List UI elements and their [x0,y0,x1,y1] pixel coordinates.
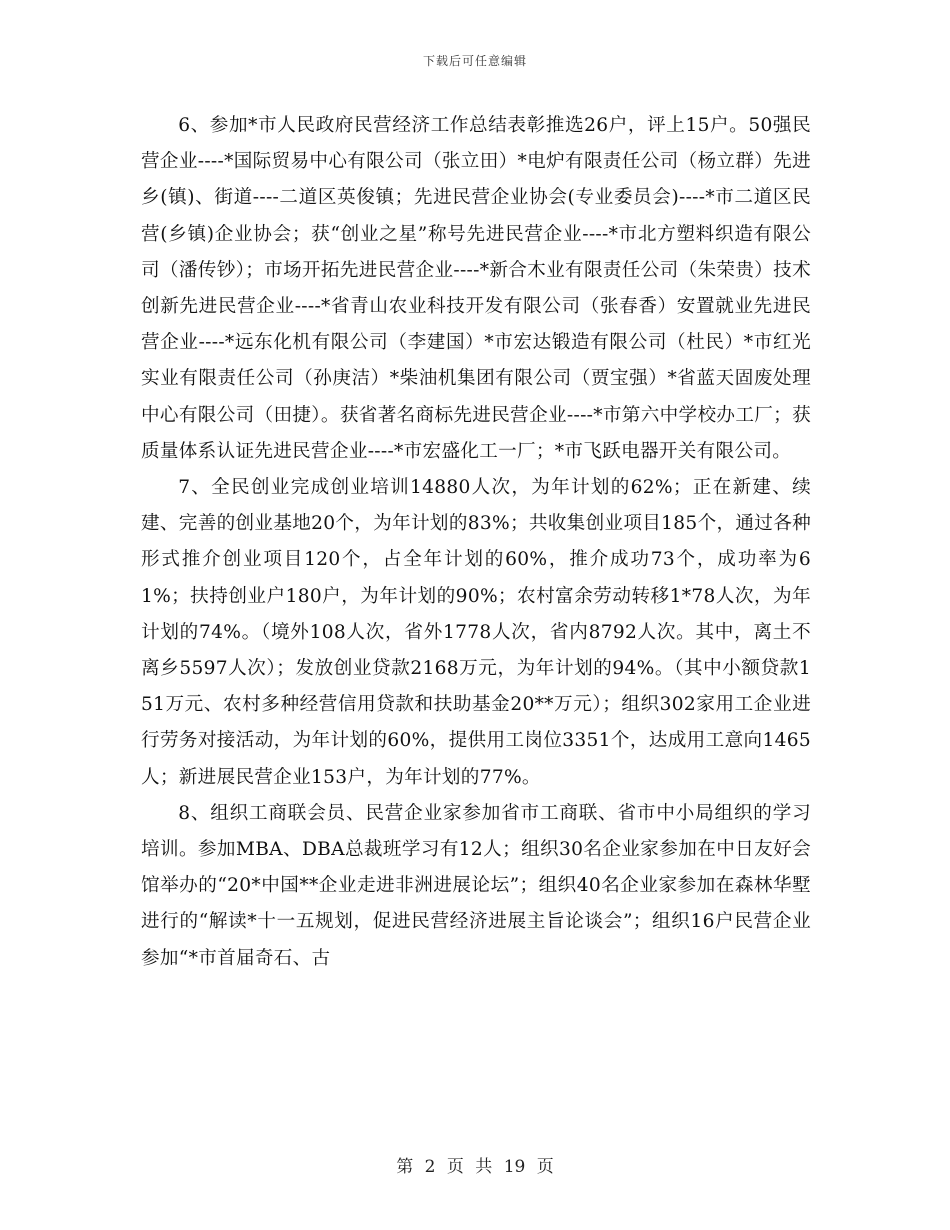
document-body [141,108,811,977]
paragraph-item-6: 6、参加*市人民政府民营经济工作总结表彰推选26户，评上15户。50强民营企业----*国际贸易中心有限公司（张立田）*电炉有限责任公司（杨立群）先进乡(镇)、街道----二道区英俊镇；先进民营企业协会(专业委员会)----*市二道区民营(乡镇)企业协会；获“创业之星”称号先进民营企业----*市北方塑料织造有限公司（潘传钞）；市场开拓先进民营企业----*新合木业有限责任公司（朱荣贵）技术创新先进民营企业----*省青山农业科技开发有限公司（张春香）安置就业先进民营企业----*远东化机有限公司（李建国）*市宏达锻造有限公司（杜民）*市红光实业有限责任公司（孙庚洁）*柴油机集团有限公司（贾宝强）*省蓝天固废处理中心有限公司（田捷）。获省著名商标先进民营企业----*市第六中学校办工厂；获质量体系认证先进民营企业----*市宏盛化工一厂；*市飞跃电器开关有限公司。 [141,115,811,462]
paragraph-item-8: 8、组织工商联会员、民营企业家参加省市工商联、省市中小局组织的学习培训。参加MBA、DBA总裁班学习有12人；组织30名企业家参加在中日友好会馆举办的“20*中国**企业走进非洲进展论坛”；组织40名企业家参加在森林华墅进行的“解读*十一五规划，促进民营经济进展主旨论谈会”；组织16户民营企业参加“*市首届奇石、古 [141,802,811,969]
paragraph-item-7: 7、全民创业完成创业培训14880人次，为年计划的62%；正在新建、续建、完善的创业基地20个，为年计划的83%；共收集创业项目185个，通过各种形式推介创业项目120个，占全年计划的60%，推介成功73个，成功率为61%；扶持创业户180户，为年计划的90%；农村富余劳动转移1*78人次，为年计划的74%。（境外108人次，省外1778人次，省内8792人次。其中，离土不离乡5597人次）；发放创业贷款2168万元，为年计划的94%。（其中小额贷款151万元、农村多种经营信用贷款和扶助基金20**万元）；组织302家用工企业进行劳务对接活动，为年计划的60%，提供用工岗位3351个，达成用工意向1465人；新进展民营企业153户，为年计划的77%。 [141,477,811,788]
page-number-footer: 第 2 页 共 19 页 [396,1157,554,1177]
page-header: 下载后可任意编辑 [422,54,527,68]
